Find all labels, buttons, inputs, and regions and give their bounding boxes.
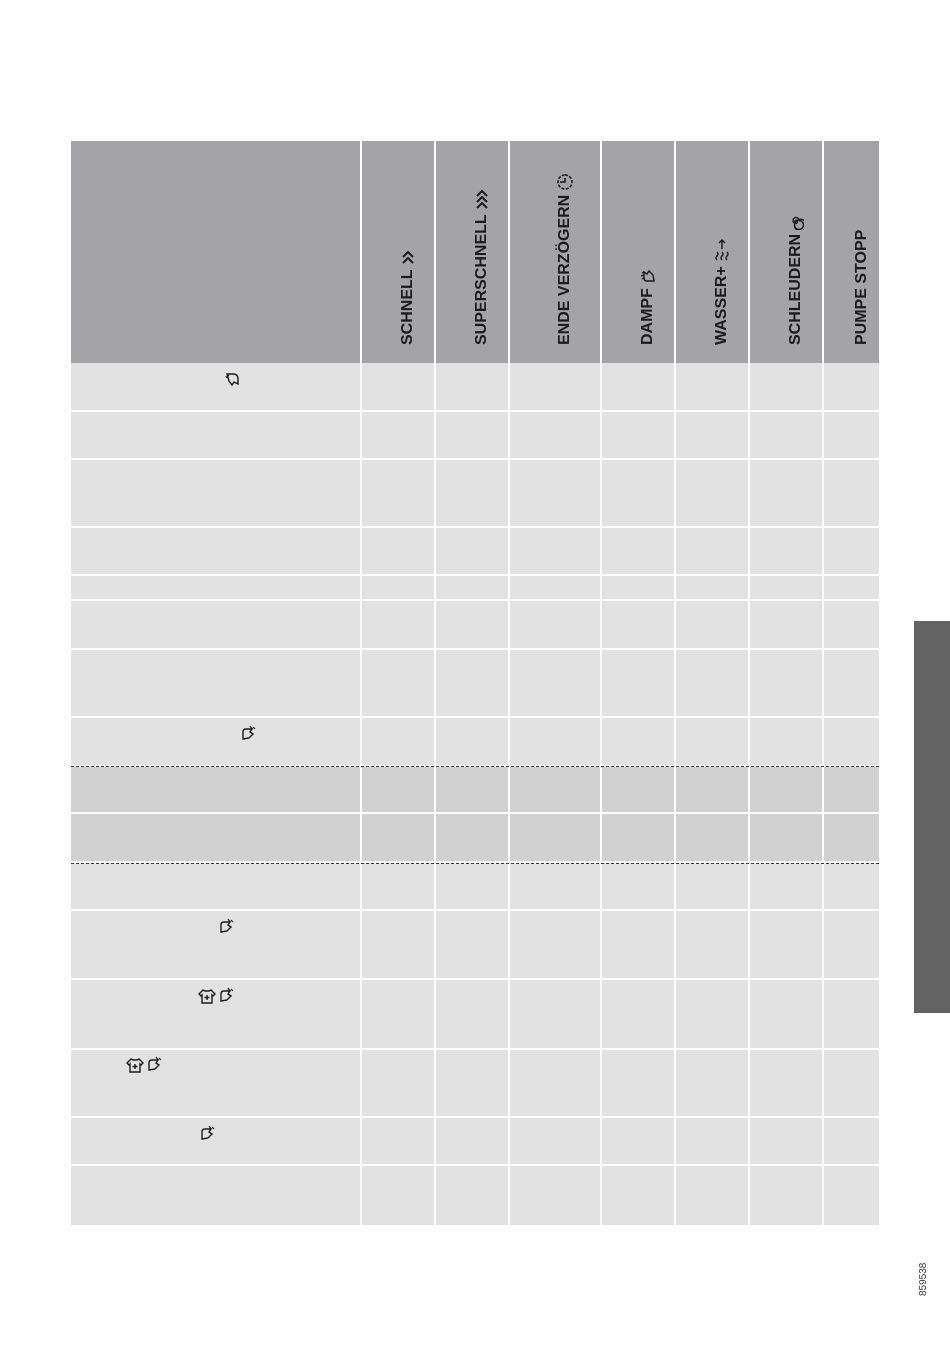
table-cell xyxy=(602,1050,674,1116)
program-options-table xyxy=(71,141,879,1227)
table-cell xyxy=(436,814,508,861)
table-cell xyxy=(510,767,600,812)
table-cell xyxy=(436,718,508,765)
table-cell xyxy=(750,1166,822,1225)
table-cell xyxy=(824,1118,879,1164)
table-cell xyxy=(71,528,360,574)
section-tab xyxy=(914,621,950,1013)
table-cell xyxy=(510,601,600,648)
table-cell xyxy=(436,980,508,1048)
table-cell xyxy=(824,911,879,978)
table-cell xyxy=(750,863,822,909)
table-cell xyxy=(602,460,674,526)
header-ende-verzoegern-label: ENDE VERZÖGERN xyxy=(556,194,573,345)
table-cell xyxy=(71,1118,360,1164)
table-cell xyxy=(362,814,434,861)
table-cell xyxy=(510,1118,600,1164)
table-cell xyxy=(510,1050,600,1116)
table-cell xyxy=(436,1050,508,1116)
table-cell xyxy=(510,980,600,1048)
table-cell xyxy=(602,980,674,1048)
table-cell xyxy=(71,412,360,458)
water-plus-icon xyxy=(713,238,731,262)
table-cell xyxy=(71,601,360,648)
table-cell xyxy=(824,650,879,716)
table-cell xyxy=(510,460,600,526)
table-cell xyxy=(602,412,674,458)
table-cell xyxy=(510,718,600,765)
table-cell xyxy=(436,911,508,978)
section-divider xyxy=(71,863,879,864)
table-cell xyxy=(676,718,748,765)
table-cell xyxy=(362,980,434,1048)
table-cell xyxy=(510,863,600,909)
table-cell xyxy=(71,1050,360,1116)
table-cell xyxy=(676,460,748,526)
table-cell xyxy=(71,1166,360,1225)
table-cell xyxy=(436,650,508,716)
table-cell xyxy=(824,576,879,599)
header-pumpe-stopp xyxy=(824,141,879,363)
header-superschnell-label: SUPERSCHNELL xyxy=(473,214,490,345)
table-cell xyxy=(602,1118,674,1164)
shirt-icon xyxy=(126,1057,144,1073)
table-cell xyxy=(436,363,508,410)
table-cell xyxy=(824,601,879,648)
table-cell xyxy=(676,863,748,909)
table-cell xyxy=(676,911,748,978)
table-cell xyxy=(362,863,434,909)
table-cell xyxy=(71,576,360,599)
header-dampf-label: DAMPF xyxy=(639,288,656,345)
table-cell xyxy=(71,767,360,812)
table-cell xyxy=(71,363,360,410)
steam-icon xyxy=(225,371,241,387)
table-cell xyxy=(824,363,879,410)
table-cell xyxy=(602,650,674,716)
table-cell xyxy=(362,1118,434,1164)
table-cell xyxy=(750,363,822,410)
table-cell xyxy=(750,1050,822,1116)
shirt-icon xyxy=(198,988,216,1004)
table-cell xyxy=(71,911,360,978)
header-program-column xyxy=(71,141,360,363)
table-cell xyxy=(362,601,434,648)
table-cell xyxy=(362,1050,434,1116)
table-cell xyxy=(510,528,600,574)
table-cell xyxy=(362,460,434,526)
table-cell xyxy=(362,650,434,716)
table-cell xyxy=(602,718,674,765)
table-cell xyxy=(676,814,748,861)
table-cell xyxy=(824,814,879,861)
table-cell xyxy=(750,814,822,861)
double-chevron-icon xyxy=(401,249,415,265)
table-cell xyxy=(676,576,748,599)
steam-icon xyxy=(640,268,656,284)
steam-icon xyxy=(218,918,234,934)
triple-chevron-icon xyxy=(475,188,489,210)
steam-icon xyxy=(199,1125,215,1141)
table-cell xyxy=(824,460,879,526)
table-cell xyxy=(750,650,822,716)
table-cell xyxy=(750,528,822,574)
section-divider xyxy=(71,766,879,767)
table-cell xyxy=(71,863,360,909)
table-cell xyxy=(602,601,674,648)
table-cell xyxy=(510,814,600,861)
table-cell xyxy=(676,650,748,716)
table-cell xyxy=(436,460,508,526)
table-cell xyxy=(824,980,879,1048)
table-cell xyxy=(71,814,360,861)
table-cell xyxy=(362,911,434,978)
table-cell xyxy=(676,1118,748,1164)
table-cell xyxy=(750,718,822,765)
steam-icon xyxy=(240,725,256,741)
header-schnell xyxy=(362,141,434,363)
steam-icon xyxy=(146,1056,162,1072)
table-cell xyxy=(676,412,748,458)
table-cell xyxy=(436,1118,508,1164)
table-cell xyxy=(824,1166,879,1225)
table-cell xyxy=(362,528,434,574)
clock-icon xyxy=(556,173,574,191)
table-cell xyxy=(436,412,508,458)
table-cell xyxy=(362,576,434,599)
table-cell xyxy=(750,460,822,526)
table-cell xyxy=(676,980,748,1048)
table-cell xyxy=(824,1050,879,1116)
table-cell xyxy=(510,412,600,458)
table-cell xyxy=(362,412,434,458)
table-cell xyxy=(824,528,879,574)
table-cell xyxy=(602,767,674,812)
table-cell xyxy=(750,601,822,648)
table-cell xyxy=(824,718,879,765)
table-cell xyxy=(436,601,508,648)
table-cell xyxy=(362,1166,434,1225)
table-cell xyxy=(676,363,748,410)
table-cell xyxy=(824,767,879,812)
header-wasser-plus xyxy=(676,141,748,363)
table-cell xyxy=(676,1050,748,1116)
table-cell xyxy=(71,460,360,526)
steam-icon xyxy=(218,987,234,1003)
table-cell xyxy=(824,863,879,909)
header-pumpe-stopp-label: PUMPE STOPP xyxy=(852,229,870,345)
header-dampf xyxy=(602,141,674,363)
table-cell xyxy=(436,1166,508,1225)
table-cell xyxy=(71,718,360,765)
table-cell xyxy=(602,528,674,574)
table-cell xyxy=(436,767,508,812)
table-cell xyxy=(510,1166,600,1225)
table-cell xyxy=(602,863,674,909)
spin-icon xyxy=(788,214,804,230)
table-cell xyxy=(602,576,674,599)
table-cell xyxy=(750,980,822,1048)
table-cell xyxy=(510,911,600,978)
table-cell xyxy=(602,1166,674,1225)
table-cell xyxy=(510,363,600,410)
header-wasser-plus-label: WASSER+ xyxy=(713,266,730,345)
table-cell xyxy=(436,576,508,599)
table-cell xyxy=(362,718,434,765)
table-cell xyxy=(676,528,748,574)
table-cell xyxy=(750,1118,822,1164)
table-cell xyxy=(602,814,674,861)
header-schnell-label: SCHNELL xyxy=(399,269,416,345)
table-cell xyxy=(750,911,822,978)
table-cell xyxy=(750,412,822,458)
table-cell xyxy=(676,601,748,648)
table-cell xyxy=(362,767,434,812)
header-schleudern-label: SCHLEUDERN xyxy=(787,233,804,345)
table-cell xyxy=(602,911,674,978)
table-cell xyxy=(750,767,822,812)
table-cell xyxy=(436,863,508,909)
header-superschnell xyxy=(436,141,508,363)
table-cell xyxy=(602,363,674,410)
document-code: 859538 xyxy=(918,1262,929,1296)
table-cell xyxy=(824,412,879,458)
table-cell xyxy=(71,650,360,716)
table-cell xyxy=(436,528,508,574)
table-cell xyxy=(510,576,600,599)
table-cell xyxy=(750,576,822,599)
table-cell xyxy=(676,767,748,812)
table-cell xyxy=(676,1166,748,1225)
header-schleudern xyxy=(750,141,822,363)
table-cell xyxy=(362,363,434,410)
table-cell xyxy=(510,650,600,716)
header-ende-verzoegern xyxy=(510,141,600,363)
